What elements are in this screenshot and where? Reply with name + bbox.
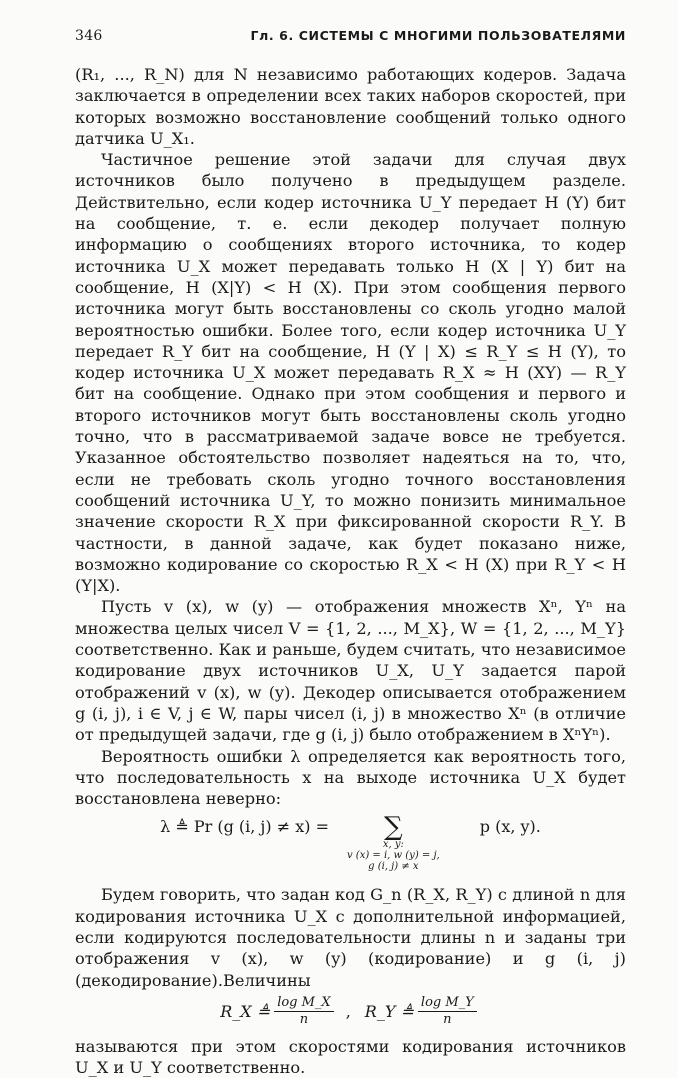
formula-lhs: λ ≜ Pr (g (i, j) ≠ x) = (160, 817, 329, 837)
ry-denominator: n (443, 1011, 452, 1027)
rates-separator: , (345, 1001, 351, 1021)
ry-lhs: R_Y ≜ (364, 1001, 414, 1021)
summation (346, 812, 440, 873)
paragraph-2: Частичное решение этой задачи для случая двух источников было получено в предыдущем разделе. Действительно, если кодер источника U_Y передает H (Y) бит на сообщение, т. е. если декодер получает полную информацию о сообщениях второго источника, то кодер источника U_X может передавать только H (X | Y) бит на сообщение, H (X|Y) < H (X). При этом сообщения первого источника могут быть восстановлены со сколь угодно малой вероятностью ошибки. Более того, если кодер источника U_Y передает R_Y бит на сообщение, H (Y | X) ≤ R_Y ≤ H (Y), то кодер источника U_X может передавать R_X ≈ H (XY) — R_Y бит на сообщение. Однако при этом сообщения и первого и второго источников могут быть восстановлены сколь угодно точно, что в рассматриваемой задаче вовсе не требуется. Указанное обстоятельство позволяет надеяться на то, что, если не требовать сколь угодно точного восстановления сообщений источника U_Y, то можно понизить минимальное значение скорости R_X при фиксированной скорости R_Y. В частности, в данной задаче, как будет показано ниже, возможно кодирование со скоростью R_X < H (X) при R_Y < H (Y|X). (75, 150, 626, 596)
sigma-symbol: ∑ (384, 812, 403, 843)
running-title: Гл. 6. СИСТЕМЫ С МНОГИМИ ПОЛЬЗОВАТЕЛЯМИ (250, 28, 626, 43)
page-number: 346 (75, 28, 103, 44)
paragraph-4: Вероятность ошибки λ определяется как вероятность того, что последовательность x на выходе источника U_X будет восстановлена неверно: (75, 746, 626, 809)
paragraph-1: (R₁, ..., R_N) для N независимо работающих кодеров. Задача заключается в определении всех таких наборов скоростей, при которых возможно восстановление сообщений только одного датчика U_X₁. (75, 65, 626, 148)
error-probability-formula (75, 812, 626, 873)
paragraph-6: называются при этом скоростями кодирования источников U_X и U_Y соответственно. (75, 1036, 626, 1078)
summation-condition-2: v (x) = i, w (y) = j, (346, 850, 440, 862)
paragraph-5: Будем говорить, что задан код G_n (R_X, R_Y) с длиной n для кодирования источника U_X с дополнительной информацией, если кодируются последовательности длины n и заданы три отображения v (x), w (y) (кодирование) и g (i, j) (декодирование).Величины (75, 885, 626, 990)
summation-condition-1: x, y: (382, 839, 404, 851)
ry-numerator: log M_Y (418, 995, 477, 1012)
rx-denominator: n (299, 1011, 309, 1027)
rx-numerator: log M_X (274, 995, 334, 1012)
page-header (75, 28, 626, 44)
summation-condition-3: g (i, j) ≠ x (368, 861, 419, 873)
paragraph-3: Пусть v (x), w (y) — отображения множеств Xⁿ, Yⁿ на множества целых чисел V = {1, 2, ..., M_X}, W = {1, 2, ..., M_Y} соответственно. Как и раньше, будем считать, что независимое кодирование двух источников U_X, U_Y задается парой отображений v (x), w (y). Декодер описывается отображением g (i, j), i ∈ V, j ∈ W, пары чисел (i, j) в множество Xⁿ (в отличие от предыдущей задачи, где g (i, j) было отображением в XⁿYⁿ). (75, 597, 626, 745)
formula-rhs: p (x, y). (479, 817, 541, 837)
rx-lhs: R_X ≜ (220, 1001, 271, 1021)
